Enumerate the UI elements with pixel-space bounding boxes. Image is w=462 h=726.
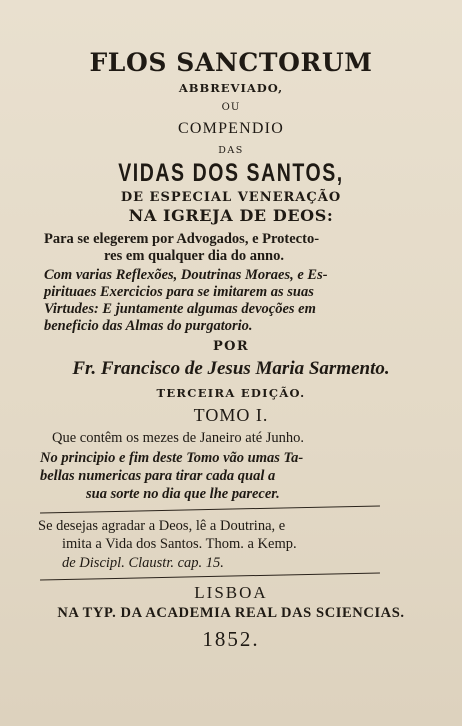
reflexoes-line-4: beneficio das Almas do purgatorio. [44,318,253,334]
book-subtitle: ABBREVIADO, [178,81,284,95]
compendio-heading: COMPENDIO [178,120,284,137]
tables-line-1: No principio e fim deste Tomo vão umas Ta- [40,450,304,466]
city-label: LISBOA [194,583,268,602]
epigraph-line-3: de Discipl. Claustr. cap. 15. [62,555,224,571]
reflexoes-line-1: Com varias Reflexões, Doutrinas Moraes, e Es- [44,267,328,283]
conjunction-ou: OU [221,102,241,113]
contents-line: Que contêm os mezes de Janeiro até Junho. [52,430,305,446]
book-title: FLOS SANCTORUM [89,48,373,77]
tables-line-3: sua sorte no dia que lhe parecer. [86,486,280,502]
veneracao-heading: DE ESPECIAL VENERAÇÃO [120,190,342,205]
reflexoes-line-2: pirituaes Exercicios para se imitarem as suas [44,284,314,300]
by-label: POR [212,339,250,354]
purpose-line-1: Para se elegerem por Advogados, e Protecto- [44,231,320,247]
author-name: Fr. Francisco de Jesus Maria Sarmento. [72,358,390,379]
igreja-heading: NA IGREJA DE DEOS: [128,206,334,225]
edition-label: TERCEIRA EDIÇÃO. [156,386,306,400]
vidas-heading: VIDAS DOS SANTOS, [118,159,344,187]
conjunction-das: DAS [218,145,244,156]
top-rule [40,505,380,514]
epigraph-line-2: imita a Vida dos Santos. Thom. a Kemp. [62,536,297,552]
bottom-rule [40,572,380,581]
purpose-line-2: res em qualquer dia do anno. [104,248,284,264]
reflexoes-line-3: Virtudes: E juntamente algumas devoções em [44,301,316,317]
volume-label: TOMO I. [193,405,269,425]
year-label: 1852. [202,627,260,651]
printer-label: NA TYP. DA ACADEMIA REAL DAS SCIENCIAS. [57,605,405,621]
epigraph-line-1: Se desejas agradar a Deos, lê a Doutrina, e [38,518,286,534]
tables-line-2: bellas numericas para tirar cada qual a [40,468,276,484]
